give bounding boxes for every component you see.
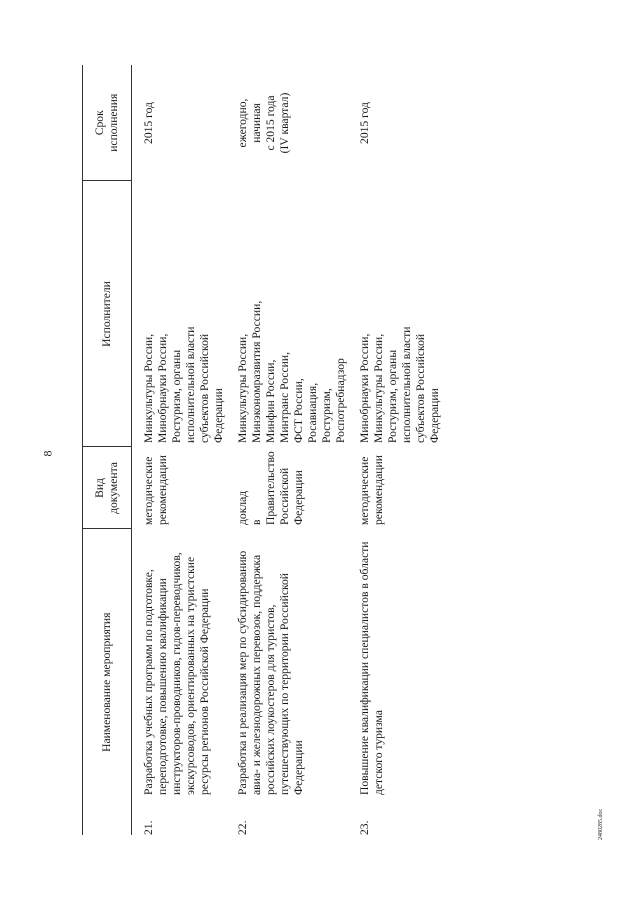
activities-table bbox=[82, 65, 448, 835]
row-document-type: методические рекомендации bbox=[142, 455, 169, 525]
row-document-type: доклад в Правительство Российской Федерации bbox=[236, 451, 305, 525]
header-document-type: Вид документа bbox=[83, 447, 132, 529]
header-name: Наименование мероприятия bbox=[83, 529, 132, 835]
row-document-type: методические рекомендации bbox=[358, 455, 385, 525]
row-deadline: ежегодно, начиная с 2015 года (IV квартал) bbox=[236, 92, 291, 154]
table-row bbox=[226, 65, 348, 835]
rotated-document bbox=[82, 65, 441, 835]
table-row bbox=[348, 65, 448, 835]
row-deadline: 2015 год bbox=[142, 102, 155, 144]
row-executors: Минобрнауки России, Минкультуры России, Ростуризм, органы исполнительной власти субъектов Российской Федерации bbox=[358, 326, 441, 443]
header-deadline: Срок исполнения bbox=[83, 65, 132, 181]
page-number: 8 bbox=[40, 450, 55, 457]
row-name: Разработка учебных программ по подготовке, переподготовке, повышению квалификации инструкторов-проводников, гидов-переводчиков, экскурсоводов, ориентированных на туристские ресурсы регионов Российской Федерации bbox=[142, 552, 211, 795]
row-number: 23. bbox=[358, 820, 371, 835]
table-header-row bbox=[83, 65, 132, 835]
footer-file-code: 2480285.doc bbox=[598, 808, 604, 840]
row-name: Разработка и реализация мер по субсидированию авиа- и железнодорожных перевозок, поддержка российских лоукостеров для туристов, путешествующих по территории Российской Федерации bbox=[236, 550, 305, 795]
row-number: 22. bbox=[236, 820, 249, 835]
table-row bbox=[132, 65, 227, 835]
row-name: Повышение квалификации специалистов в области детского туризма bbox=[358, 541, 385, 795]
row-deadline: 2015 год bbox=[358, 102, 371, 144]
row-executors: Минкультуры России, Минобрнауки России, Ростуризм, органы исполнительной власти субъектов Российской Федерации bbox=[142, 326, 225, 443]
row-executors: Минкультуры России, Минэкономразвития России, Минфин России, Минтранс России, ФСТ России, Росавиация, Ростуризм, Роспотребнадзор bbox=[236, 300, 347, 443]
row-number: 21. bbox=[142, 820, 155, 835]
header-executors: Исполнители bbox=[83, 181, 132, 447]
